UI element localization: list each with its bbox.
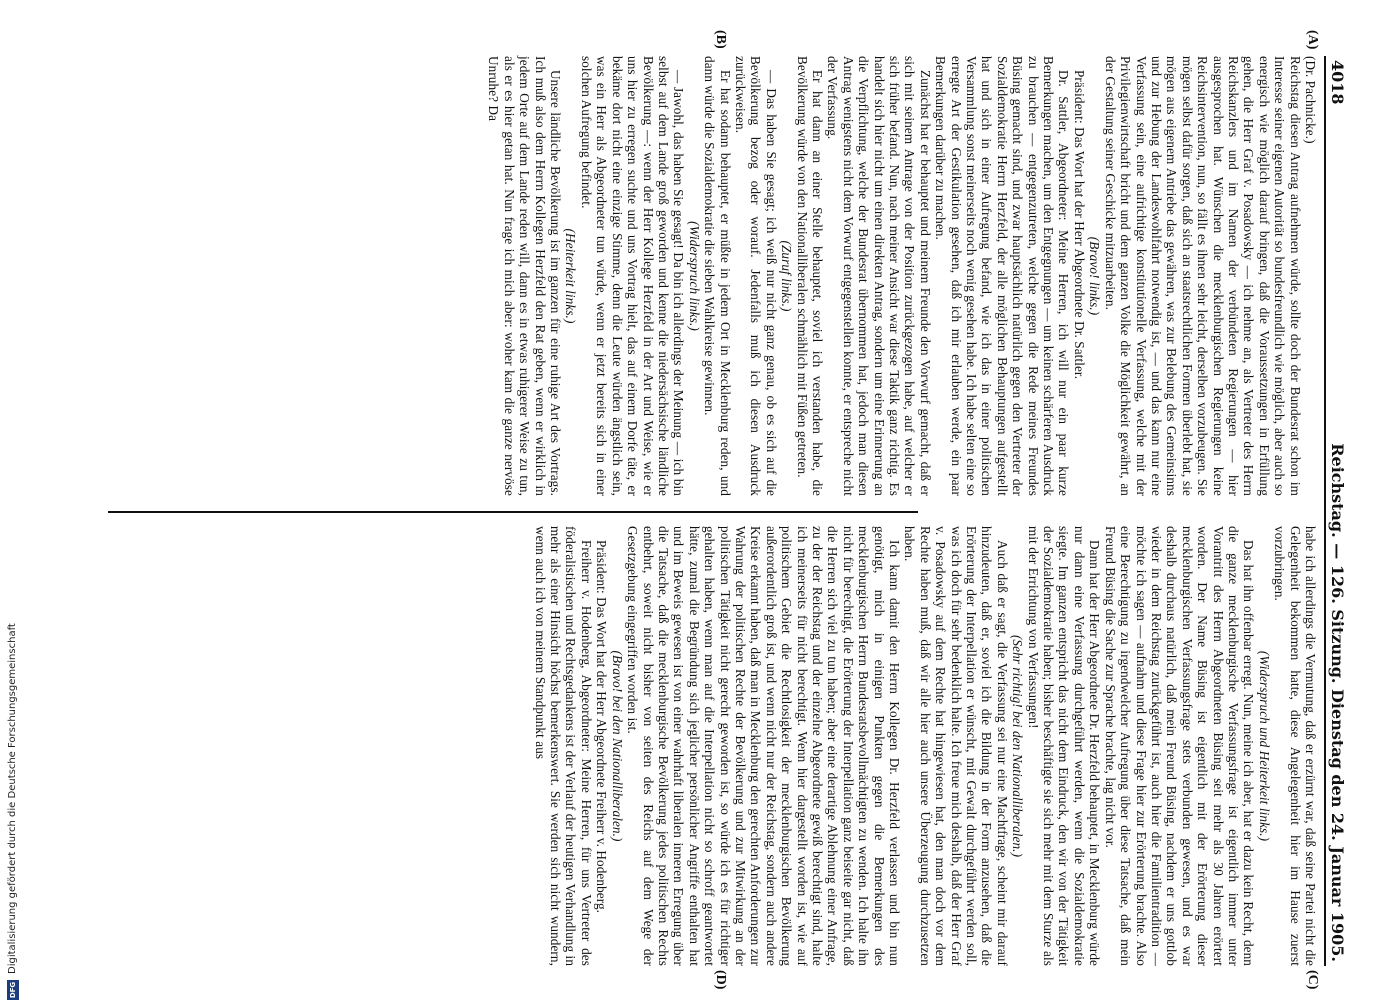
paragraph: Dr. Sattler, Abgeordneter: Meine Herren, ich will nur ein paar kurze Bemerkungen machen, um den Entgegnungen — um keinen schärferen Ausdruck zu brauchen — entgegenzutreten, welche gegen die Rede meines Freundes Büsing gemacht sind, und zwar hauptsächlich natürlich gegen den Vertreter der Sozialdemokratie Herrn Herzfeld, der alle möglichen Behauptungen aufgestellt hat und sich in einer Aufregung befand, wie ich das in einer politischen Versammlung sonst meinerseits noch wenig gesehen habe. Ich habe selten eine so erregte Art der Gestikulation gesehen, daß ich mir erlauben werde, ein paar Bemerkungen darüber zu machen. <box>933 56 1072 496</box>
left-column <box>78 56 1318 496</box>
paragraph: Er hat sodann behauptet, er müßte in jedem Ort in Mecklenburg reden, und dann würde die Sozialdemokratie die sieben Wahlkreise gewinnen. <box>702 56 733 496</box>
paragraph: (Dr. Pachnicke.) <box>1303 56 1318 144</box>
margin-mark-a: (A) <box>1305 30 1320 50</box>
interjection: (Widerspruch links.) <box>686 221 702 331</box>
document-page <box>68 30 1348 990</box>
margin-mark-b: (B) <box>713 30 728 49</box>
paragraph: Reichstag diesen Antrag aufnehmen würde, sollte doch der Bundesrat schon im Interesse seiner eigenen Autorität so bundesfreundlich wie möglich, aber auch so energisch wie möglich darauf bringen, daß die Voraussetzungen in Erfüllung gehen, die Herr Graf v. Posadowsky — ich nehme an, als Vertreter des Herrn Reichskanzlers und im Namen der verbündeten Regierungen — hier ausgesprochen hat. Wünschen die mecklenburgischen Regierungen keine Reichsintervention, nun, so fällt es ihnen sehr leicht, derselben vorzubeugen. Sie mögen selbst dafür sorgen, daß sich an staatsrechtlichen Formen überlebt hat, sie mögen aus eigenem Antriebe das gewähren, was zur Belebung des Gemeinsinns und zur Hebung der Landeswohlfahrt notwendig ist, — und das kann nur eine Verfassung sein, eine aufrichtige konstitutionelle Verfassung, welche mit der Privilegienwirtschaft bricht und dem ganzen Volke die Möglichkeit gewährt, an der Gestaltung seiner Geschicke mitzuarbeiten. <box>1102 56 1303 496</box>
paragraph: — Das haben Sie gesagt; ich weiß nur nicht ganz genau, ob es sich auf die Bevölkerung bezog oder worauf. Jedenfalls muß ich diesen Ausdruck zurückweisen. <box>732 56 779 496</box>
page-header <box>1324 56 1348 966</box>
paragraph: — Jawohl, das haben Sie gesagt! Da bin ich allerdings der Meinung — ich bin selbst auf dem Lande groß geworden und kenne die niedersächsische ländliche Bevölkerung —: wenn der Herr Kollege Herzfeld in der Art und Weise, wie er uns hier zu erregen suchte und uns Vortrag hielt, das auf einem Dorfe täte, er bekäme dort nicht eine einzige Stimme, denn die Leute würden ängstlich sein, was ein Herr als Abgeordneter tun würde, wenn er jetzt bereits sich in einer solchen Aufregung befindet. <box>578 56 687 496</box>
digitization-credit <box>2 0 24 1000</box>
paragraph: Unsere ländliche Bevölkerung ist im ganzen für eine ruhige Art des Vortrags. Ich muß also dem Herrn Kollegen Herzfeld den Rat geben, wenn er wirklich in jedem Orte auf dem Lande reden will, dann es in etwas ruhigerer Weise zu tun, als er es hier getan hat. Nun frage ich mich aber: woher kam die ganze nervöse Unruhe? Da <box>486 56 564 496</box>
interjection: (Bravo! links.) <box>1087 236 1103 316</box>
interjection: (Heiterkeit links.) <box>563 228 579 324</box>
interjection: (Widerspruch und Heiterkeit links.) <box>1256 650 1272 842</box>
paragraph: Dann hat der Herr Abgeordnete Dr. Herzfeld behauptet, in Mecklenburg würde nur dann eine Verfassung durchgeführt werden, wenn die Sozialdemokratie siegte. Im ganzen entspricht das nicht dem Eindruck, den wir von der Tätigkeit der Sozialdemokratie haben; bisher beschäftigte sie sich mehr mit dem Sturze als mit der Errichtung von Verfassungen! <box>1025 526 1103 966</box>
page-number: 4018 <box>1328 60 1347 105</box>
dfg-logo: DFG <box>9 981 17 999</box>
paragraph: Präsident: Das Wort hat der Herr Abgeordnete Dr. Sattler. <box>1071 70 1087 380</box>
interjection: (Sehr richtig! bei den Nationalliberalen.) <box>1010 634 1026 858</box>
paragraph: Freiherr v. Hodenberg, Abgeordneter: Meine Herren, für uns Vertreter des föderalistischen und Rechtsgedankens ist der Verlauf der heutigen Verhandlung in mehr als einer Hinsicht höchst bemerkenswert. Sie werden sich nicht wundern, wenn auch ich von meinem Standpunkt aus <box>532 526 594 967</box>
column-divider <box>108 511 918 513</box>
paragraph: Er hat dann an einer Stelle behauptet, soviel ich verstanden habe, die Bevölkerung würde von den Nationalliberalen schmählich mit Füßen getreten. <box>794 56 825 496</box>
margin-mark-d: (D) <box>713 970 728 990</box>
paragraph: habe ich allerdings die Vermutung, daß er erzürnt war, daß seine Partei nicht die Gelegenheit bekommen hatte, diese Angelegenheit hier im Hause zuerst vorzubringen. <box>1272 526 1318 966</box>
paragraph: Auch daß er sagt, die Verfassung sei nur eine Machtfrage, scheint mir darauf hinzudeuten, daß er, soviel ich die Bildung in der Form anzusehen, daß die Erörterung der Interpellation er wünscht, mit Gewalt durchgeführt werden soll, was ich doch für sehr bedenklich halte. Ich freue mich deshalb, daß der Herr Graf v. Posadowsky auf dem Rechte hat hingewiesen hat, den man doch vor dem Rechte haben muß, daß wir alle hier auch unsere Überzeugung durchzusetzen haben. <box>902 526 1010 966</box>
paragraph: Zunächst hat er behauptet und meinem Freunde den Vorwurf gemacht, daß er sich mit seinem Antrage von der Position zurückgezogen habe, auf welcher er sich früher befand. Nun, nach meiner Ansicht war diese Taktik ganz richtig. Es handelt sich hier nicht um einen direkten Antrag, sondern um eine Erinnerung an die Verpflichtung, welche der Bundesrat übernommen hat, jedoch man diesen Antrag wenigstens nicht dem Vorwurf entgegenstellen konnte, er entspreche nicht der Verfassung. <box>825 56 933 496</box>
paragraph: Präsident: Das Wort hat der Herr Abgeordnete Freiherr v. Hodenberg. <box>594 540 610 914</box>
right-column <box>78 526 1318 966</box>
page-header-title: Reichstag. — 126. Sitzung. Dienstag den 24. Januar 1905. <box>1328 443 1347 962</box>
paragraph: Ich kann damit den Herrn Kollegen Dr. Herzfeld verlassen und bin nun genötigt, mich in einigen Punkten gegen die Bemerkungen des mecklenburgischen Herrn Bundesratsbevollmächtigten zu wenden. Ich halte ihn nicht für berechtigt, die Erörterung der Interpellation ganz beiseite gar nicht, daß die Herren sich viel zu tun haben; aber eine derartige Ablehnung einer Anfrage, zu der der Reichstag und der einzelne Abgeordnete gewiß berechtigt sind, halte ich meinerseits für nicht berechtigt. Wenn hier dargestellt worden ist, wie auf politischem Gebiet die Rechtlosigkeit der mecklenburgischen Bevölkerung außerordentlich groß ist, und wenn nicht nur der Reichstag, sondern auch andere Kreise erkannt haben, daß man in Mecklenburg den gerechten Anforderungen zur Wahrung der politischen Rechte der Bevölkerung und zur Mitwirkung an der politischen Tätigkeit nicht gerecht geworden ist, so würde ich es für richtiger gehalten haben, wenn man auf die Interpellation nicht so schroff geantwortet hätte, zumal die Begründung sich jeglicher persönlicher Angriffe enthalten hat und im Beweis gewesen ist von einer wahrhaft liberalen inneren Erregung über die Tatsache, daß die mecklenburgische Bevölkerung jedes politischen Rechts entbehrt, soweit nicht bisher von seiten des Reichs auf dem Wege der Gesetzgebung eingegriffen worden ist. <box>625 526 903 966</box>
interjection: (Zuruf links.) <box>779 240 795 312</box>
credit-text: Digitalisierung gefördert durch die Deutsche Forschungsgemeinschaft <box>7 623 18 974</box>
interjection: (Bravo! bei den Nationalliberalen.) <box>609 650 625 842</box>
margin-mark-c: (C) <box>1305 970 1320 990</box>
paragraph: Das hat ihn offenbar erregt. Nun, meine ich aber, hat er dazu kein Recht, denn die ganze mecklenburgische Verfassungsfrage ist eigentlich immer unter Vorantritt des Herrn Abgeordneten Büsing seit mehr als 30 Jahren erörtert worden. Der Name Büsing ist eigentlich mit der Erörterung dieser mecklenburgischen Verfassungsfrage stets verbunden gewesen, und es war deshalb durchaus natürlich, daß mein Freund Büsing, nachdem er uns gottlob wieder in dem Reichstag zurückgeführt ist, auch hier die Familientradition — möchte ich sagen — aufnahm und diese Frage hier zur Erörterung brachte. Also eine Berechtigung zu irgendwelcher Aufregung über diese Tatsache, daß mein Freund Büsing die Sache zur Sprache brachte, lag nicht vor. <box>1102 526 1257 966</box>
